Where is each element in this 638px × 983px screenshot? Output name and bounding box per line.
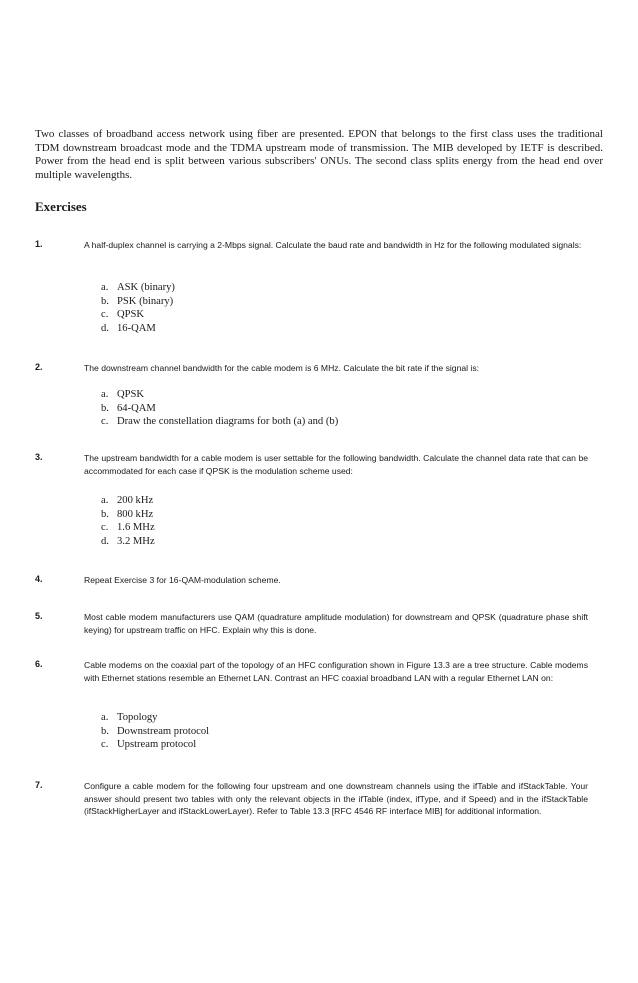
option-text: PSK (binary) xyxy=(117,295,174,307)
option-mark: c. xyxy=(101,416,109,428)
option-mark: d. xyxy=(101,536,109,548)
option-text: 64-QAM xyxy=(117,402,156,414)
option-list xyxy=(101,494,155,549)
option-list xyxy=(101,281,175,336)
exercise-number: 5. xyxy=(35,611,43,621)
exercise-number: 1. xyxy=(35,239,43,249)
exercise-text: Cable modems on the coaxial part of the topology of an HFC configuration shown in Figure 13.3 are a tree structure. Cable modems with Ethernet stations resemble an Ethernet LAN. Contrast an HFC coaxial broadband LAN with a regular Ethernet LAN on: xyxy=(84,660,588,683)
option-text: 800 kHz xyxy=(117,508,154,520)
option-item xyxy=(101,322,175,336)
option-item xyxy=(101,295,175,309)
option-text: Upstream protocol xyxy=(117,739,197,751)
option-text: Topology xyxy=(117,712,158,723)
option-mark: b. xyxy=(101,508,109,520)
option-item xyxy=(101,725,209,739)
exercise-text: Most cable modem manufacturers use QAM (quadrature amplitude modulation) for downstream and QPSK (quadrature phase shift keying) for upstream traffic on HFC. Explain why this is done. xyxy=(84,612,588,635)
option-item xyxy=(101,281,175,295)
option-mark: a. xyxy=(101,495,109,506)
option-item xyxy=(101,521,155,535)
option-mark: b. xyxy=(101,402,109,414)
option-item xyxy=(101,738,209,752)
option-item xyxy=(101,308,175,322)
option-item xyxy=(101,402,338,416)
option-item xyxy=(101,711,209,725)
option-mark: c. xyxy=(101,739,109,751)
option-text: 1.6 MHz xyxy=(117,522,155,534)
option-item xyxy=(101,508,155,522)
exercise-text: Repeat Exercise 3 for 16-QAM-modulation scheme. xyxy=(84,575,281,585)
option-text: Draw the constellation diagrams for both (a) and (b) xyxy=(117,416,339,428)
option-list xyxy=(101,711,209,752)
option-item xyxy=(101,535,155,549)
option-mark: b. xyxy=(101,725,109,737)
exercise-text: The downstream channel bandwidth for the cable modem is 6 MHz. Calculate the bit rate if the signal is: xyxy=(84,363,480,373)
option-text: Downstream protocol xyxy=(117,725,210,737)
exercise-text: The upstream bandwidth for a cable modem is user settable for the following bandwidth. Calculate the channel data rate that can be accommodated for each case if QPSK is the modulation scheme used: xyxy=(84,453,588,476)
option-mark: a. xyxy=(101,389,109,400)
option-text: 3.2 MHz xyxy=(117,536,155,548)
option-text: 200 kHz xyxy=(117,495,154,506)
exercise-text: Configure a cable modem for the following four upstream and one downstream channels using the ifTable and ifStackTable. Your answer should present two tables with only the relevant objects in the ifTable (index, ifType, and if Speed) and in the ifStackTable (ifStackHigherLayer and ifStackLowerLayer). Refer to Table 13.3 [RFC 4546 RF interface MIB] for additional information. xyxy=(84,781,588,816)
option-mark: c. xyxy=(101,309,109,321)
option-mark: c. xyxy=(101,522,109,534)
option-mark: d. xyxy=(101,323,109,335)
option-text: ASK (binary) xyxy=(117,282,175,293)
exercise-number: 7. xyxy=(35,780,43,790)
exercise-number: 2. xyxy=(35,362,43,372)
option-mark: a. xyxy=(101,282,109,293)
option-list xyxy=(101,388,338,429)
exercise-number: 6. xyxy=(35,659,43,669)
exercise-text: A half-duplex channel is carrying a 2-Mbps signal. Calculate the baud rate and bandwidth in Hz for the following modulated signals: xyxy=(84,240,582,250)
option-item xyxy=(101,388,338,402)
exercise-number: 3. xyxy=(35,452,43,462)
option-mark: b. xyxy=(101,295,109,307)
option-item xyxy=(101,415,338,429)
option-item xyxy=(101,494,155,508)
option-text: QPSK xyxy=(117,389,145,400)
exercises-heading: Exercises xyxy=(35,199,87,214)
option-mark: a. xyxy=(101,712,109,723)
exercise-number: 4. xyxy=(35,574,43,584)
option-text: 16-QAM xyxy=(117,323,156,335)
option-text: QPSK xyxy=(117,309,145,321)
intro-paragraph: Two classes of broadband access network using fiber are presented. EPON that belongs to the first class uses the traditional TDM downstream broadcast mode and the TDMA upstream mode of transmission. The MIB developed by IETF is described. Power from the head end is split between various subscribers' ONUs. The second class splits energy from the head end over multiple wavelengths. xyxy=(35,128,603,181)
